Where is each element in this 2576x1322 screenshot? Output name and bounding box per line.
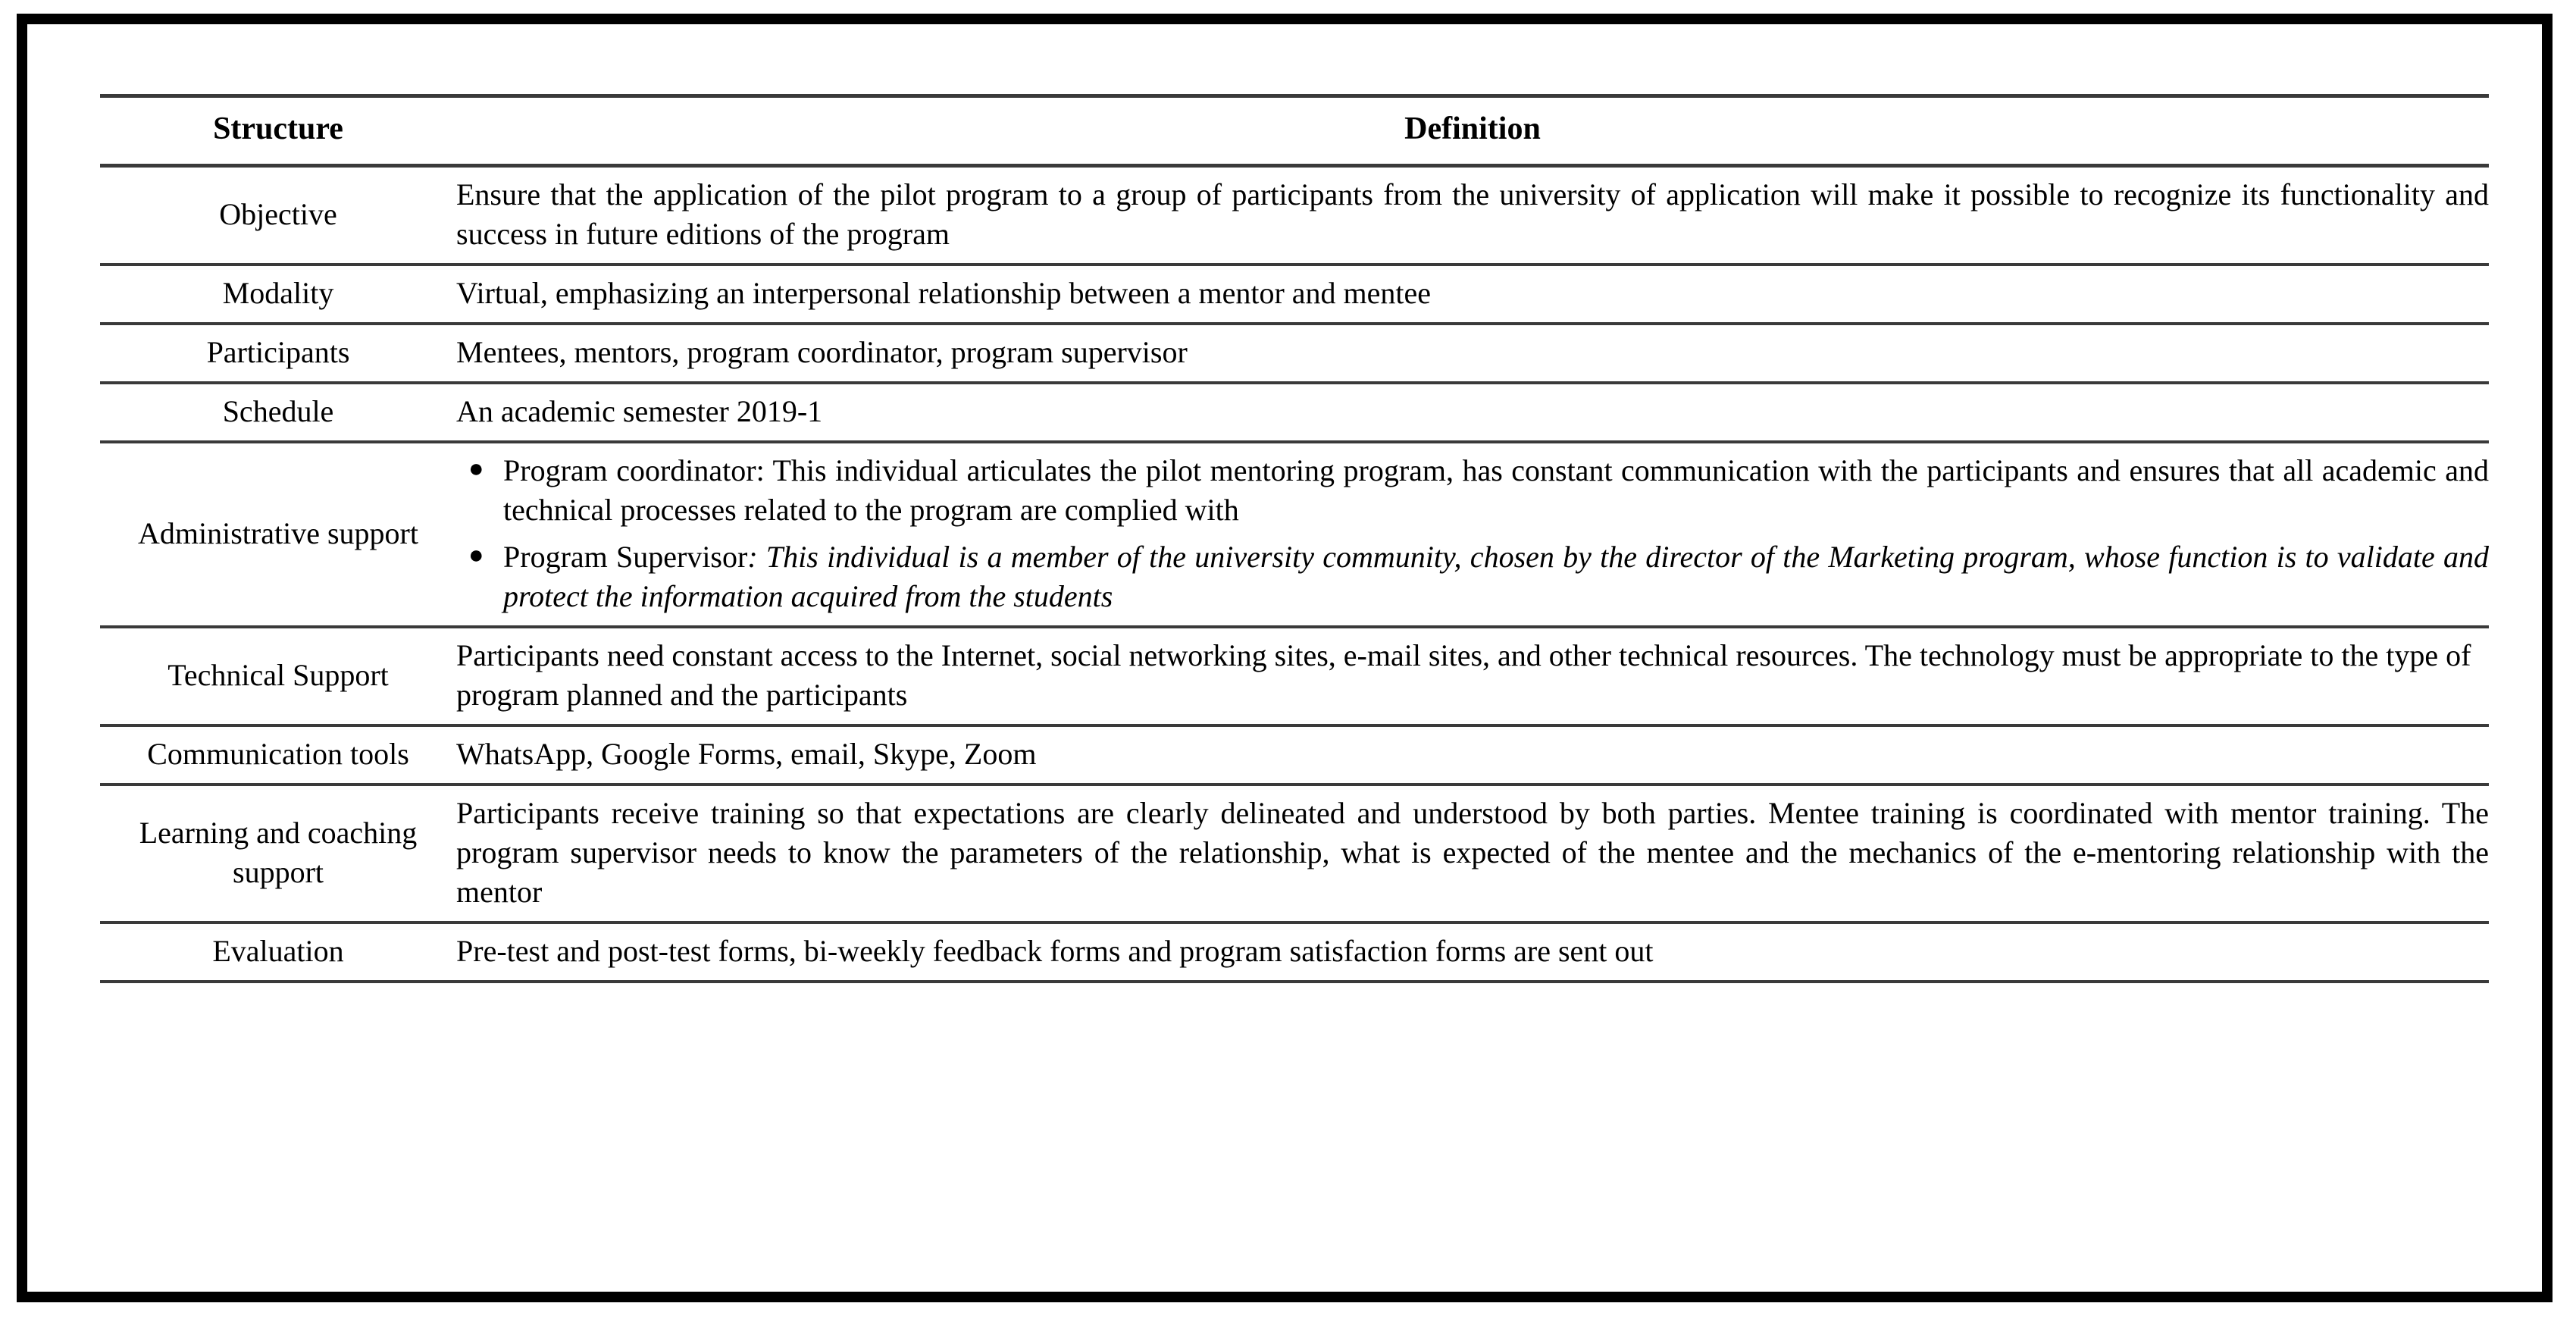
list-item xyxy=(456,451,2489,530)
row-definition-bullet-list xyxy=(456,442,2489,627)
bullet-list xyxy=(456,451,2489,616)
table-row xyxy=(100,324,2489,383)
structure-definition-table xyxy=(100,94,2489,983)
table-row xyxy=(100,785,2489,923)
table-row xyxy=(100,442,2489,627)
row-definition-text: Pre-test and post-test forms, bi-weekly feedback forms and program satisfaction forms are sent out xyxy=(456,923,2489,982)
row-definition-text: Ensure that the application of the pilot program to a group of participants from the university of application will make it possible to recognize its functionality and success in future editions of the program xyxy=(456,165,2489,265)
row-definition-text: WhatsApp, Google Forms, email, Skype, Zoom xyxy=(456,725,2489,785)
bullet-point-icon: ● xyxy=(468,454,484,483)
bullet-rest-text: : This individual articulates the pilot mentoring program, has constant communication with the participants and ensures that all academic and technical processes related to the program are complied with xyxy=(503,453,2489,527)
table-body xyxy=(100,165,2489,982)
table-row xyxy=(100,627,2489,725)
table-row xyxy=(100,383,2489,442)
row-definition-text: An academic semester 2019-1 xyxy=(456,383,2489,442)
column-header-definition: Definition xyxy=(456,96,2489,166)
row-definition-text: Participants receive training so that expectations are clearly delineated and understood by both parties. Mentee training is coordinated with mentor training. The program supervisor needs to know the parameters of the relationship, what is expected of the mentee and the mechanics of the e-mentoring relationship with the mentor xyxy=(456,785,2489,923)
row-definition-text: Mentees, mentors, program coordinator, program supervisor xyxy=(456,324,2489,383)
row-structure-label: Learning and coaching support xyxy=(100,785,456,923)
row-definition-text: Virtual, emphasizing an interpersonal relationship between a mentor and mentee xyxy=(456,265,2489,324)
bullet-point-icon: ● xyxy=(468,540,484,569)
document-border-frame xyxy=(17,14,2553,1302)
table-row xyxy=(100,923,2489,982)
row-structure-label: Technical Support xyxy=(100,627,456,725)
list-item xyxy=(456,537,2489,616)
bullet-rest-text: : This individual is a member of the university community, chosen by the director of the Marketing program, whose function is to validate and protect the information acquired from the students xyxy=(503,539,2489,613)
row-structure-label: Administrative support xyxy=(100,442,456,627)
table-header xyxy=(100,96,2489,166)
table-row xyxy=(100,165,2489,265)
row-structure-label: Evaluation xyxy=(100,923,456,982)
row-structure-label: Schedule xyxy=(100,383,456,442)
bullet-lead-text: Program Supervisor xyxy=(503,539,748,574)
row-structure-label: Modality xyxy=(100,265,456,324)
table-row xyxy=(100,265,2489,324)
bullet-lead-text: Program coordinator xyxy=(503,453,756,487)
table-header-row xyxy=(100,96,2489,166)
table-row xyxy=(100,725,2489,785)
table-container xyxy=(100,94,2489,983)
row-structure-label: Participants xyxy=(100,324,456,383)
row-structure-label: Communication tools xyxy=(100,725,456,785)
row-definition-text: Participants need constant access to the Internet, social networking sites, e-mail sites, and other technical resources. The technology must be appropriate to the type of program planned and the participants xyxy=(456,627,2489,725)
row-structure-label: Objective xyxy=(100,165,456,265)
column-header-structure: Structure xyxy=(100,96,456,166)
